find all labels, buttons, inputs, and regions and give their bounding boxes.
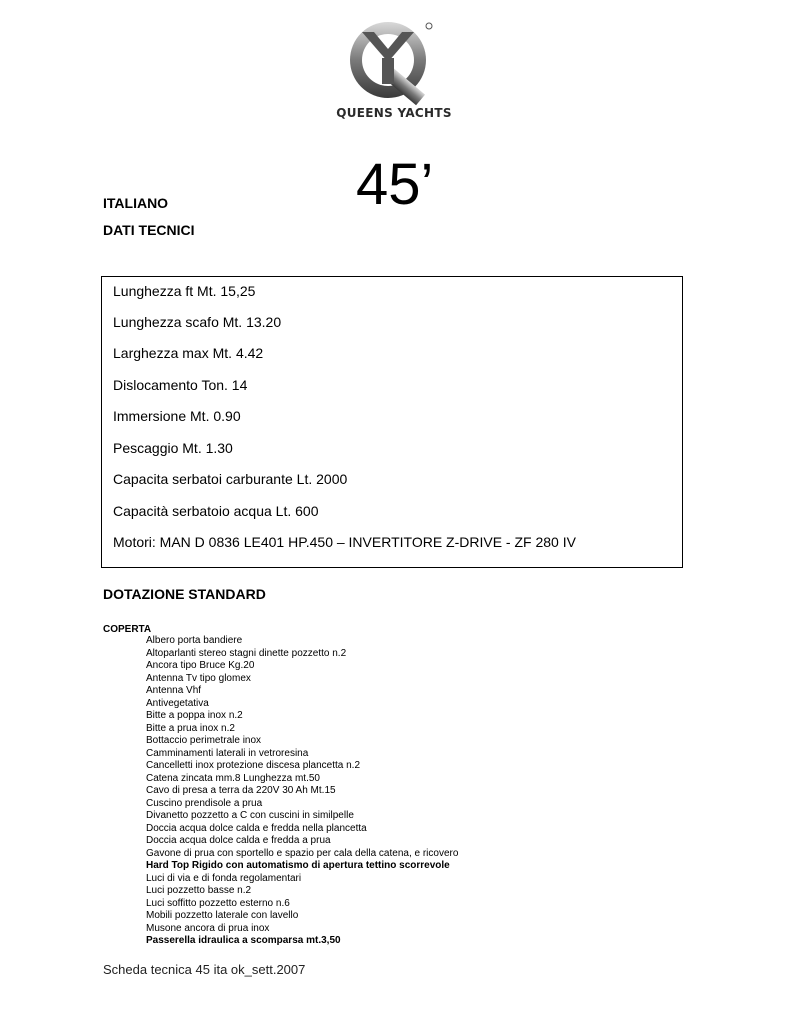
- equipment-item: Camminamenti laterali in vetroresina: [146, 747, 309, 759]
- spec-hull-length: Lunghezza scafo Mt. 13.20: [113, 314, 282, 330]
- standard-equipment-heading: DOTAZIONE STANDARD: [103, 586, 266, 602]
- specs-box: [101, 276, 683, 568]
- spec-displacement: Dislocamento Ton. 14: [113, 377, 248, 393]
- equipment-item: Luci pozzetto basse n.2: [146, 885, 252, 896]
- equipment-list: [146, 635, 458, 948]
- equipment-item: Bottaccio perimetrale inox: [146, 735, 262, 746]
- footer-text: Scheda tecnica 45 ita ok_sett.2007: [103, 962, 306, 977]
- spec-draft: Pescaggio Mt. 1.30: [113, 440, 233, 456]
- spec-immersion: Immersione Mt. 0.90: [113, 408, 241, 424]
- language-heading: ITALIANO: [103, 195, 169, 211]
- spec-max-beam: Larghezza max Mt. 4.42: [113, 345, 264, 361]
- equipment-item: Divanetto pozzetto a C con cuscini in similpelle: [146, 810, 354, 821]
- equipment-item: Gavone di prua con sportello e spazio per cala della catena, e ricovero: [146, 847, 459, 859]
- technical-data-heading: DATI TECNICI: [103, 222, 195, 238]
- equipment-item: Passerella idraulica a scomparsa mt.3,50: [146, 935, 341, 946]
- equipment-item: Hard Top Rigido con automatismo di apertura tettino scorrevole: [146, 860, 450, 871]
- equipment-item: Ancora tipo Bruce Kg.20: [146, 660, 255, 671]
- spec-engines: Motori: MAN D 0836 LE401 HP.450 – INVERTITORE Z-DRIVE - ZF 280 IV: [113, 534, 576, 550]
- equipment-item: Altoparlanti stereo stagni dinette pozzetto n.2: [146, 647, 347, 659]
- brand-name: QUEENS YACHTS: [336, 106, 452, 120]
- equipment-item: Cuscino prendisole a prua: [146, 797, 263, 809]
- equipment-item: Musone ancora di prua inox: [146, 922, 270, 934]
- equipment-item: Antenna Tv tipo glomex: [146, 672, 251, 684]
- equipment-item: Cavo di presa a terra da 220V 30 Ah Mt.15: [146, 785, 336, 796]
- equipment-item: Albero porta bandiere: [146, 635, 243, 646]
- equipment-item: Antivegetativa: [146, 697, 209, 709]
- spec-water-capacity: Capacità serbatoio acqua Lt. 600: [113, 503, 319, 519]
- equipment-item: Bitte a poppa inox n.2: [146, 710, 243, 721]
- equipment-item: Luci soffitto pozzetto esterno n.6: [146, 897, 290, 909]
- equipment-item: Mobili pozzetto laterale con lavello: [146, 910, 299, 921]
- equipment-item: Catena zincata mm.8 Lunghezza mt.50: [146, 772, 320, 784]
- spec-length-overall: Lunghezza ft Mt. 15,25: [113, 283, 256, 299]
- equipment-item: Cancelletti inox protezione discesa plancetta n.2: [146, 760, 361, 771]
- equipment-item: Antenna Vhf: [146, 685, 202, 696]
- equipment-item: Bitte a prua inox n.2: [146, 722, 235, 734]
- equipment-item: Luci di via e di fonda regolamentari: [146, 872, 302, 884]
- equipment-item: Doccia acqua dolce calda e fredda nella plancetta: [146, 822, 367, 834]
- equipment-item: Doccia acqua dolce calda e fredda a prua: [146, 835, 331, 846]
- model-number: 45’: [356, 152, 434, 217]
- deck-subheading: COPERTA: [103, 624, 152, 635]
- spec-fuel-capacity: Capacita serbatoi carburante Lt. 2000: [113, 471, 348, 487]
